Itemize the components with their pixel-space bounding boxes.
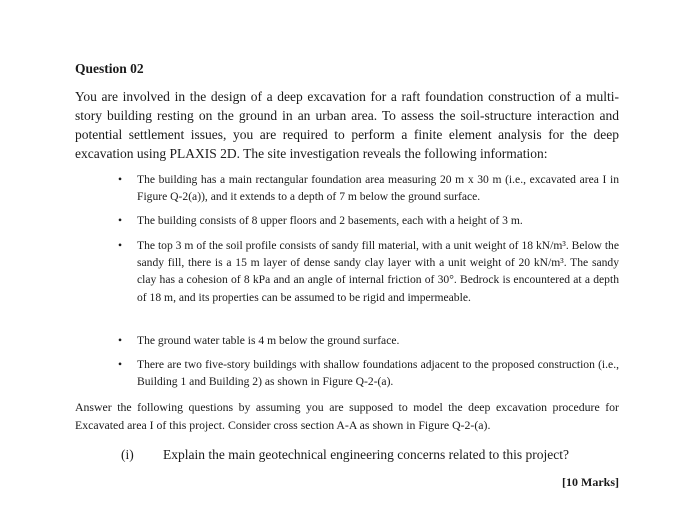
bullet-text: The building has a main rectangular foundation area measuring 20 m x 30 m (i.e., excavated area I in Figure Q-2(a)), and it extends to a depth of 7 m below the ground surface. <box>137 173 619 204</box>
sub-question <box>0 447 700 465</box>
instructions-paragraph: Answer the following questions by assuming you are supposed to model the deep excavation procedure for Excavated area I of this project. Consider cross section A-A as shown in Figure Q-2-(a). <box>75 400 619 432</box>
bullet-item-foundation-area <box>118 171 619 205</box>
bullet-icon: • <box>118 358 123 371</box>
bullet-icon: • <box>118 334 123 347</box>
bullet-icon: • <box>118 173 123 186</box>
bullet-text: The top 3 m of the soil profile consists of sandy fill material, with a unit weight of 18 kN/m³. Below the sandy fill, there is a 15 m layer of dense sandy clay layer with a unit weight of 20 kN/m³. The sandy clay has a cohesion of 8 kPa and an angle of internal friction of 30°. Bedrock is encountered at a depth of 18 m, and its properties can be assumed to be rigid and impermeable. <box>137 239 619 304</box>
question-title: Question 02 <box>75 61 144 76</box>
intro-paragraph: You are involved in the design of a deep excavation for a raft foundation construction of a multi-story building resting on the ground in an urban area. To assess the soil-structure interaction and potential settlement issues, you are required to perform a finite element analysis for the deep excavation using PLAXIS 2D. The site investigation reveals the following information: <box>75 89 619 161</box>
bullet-text: The ground water table is 4 m below the ground surface. <box>137 334 400 347</box>
bullet-icon: • <box>118 239 123 252</box>
marks-label: [10 Marks] <box>562 475 619 489</box>
bullet-item-soil-profile <box>118 237 619 306</box>
sub-question-text: Explain the main geotechnical engineering concerns related to this project? <box>163 447 569 462</box>
sub-question-number: (i) <box>121 447 134 462</box>
bullet-item-water-table <box>118 332 619 349</box>
bullet-item-floors <box>118 212 619 229</box>
bullet-item-adjacent-buildings <box>118 356 619 390</box>
bullet-icon: • <box>118 214 123 227</box>
bullet-text: There are two five-story buildings with shallow foundations adjacent to the proposed construction (i.e., Building 1 and Building 2) as shown in Figure Q-2-(a). <box>137 358 619 389</box>
bullet-text: The building consists of 8 upper floors and 2 basements, each with a height of 3 m. <box>137 214 523 227</box>
